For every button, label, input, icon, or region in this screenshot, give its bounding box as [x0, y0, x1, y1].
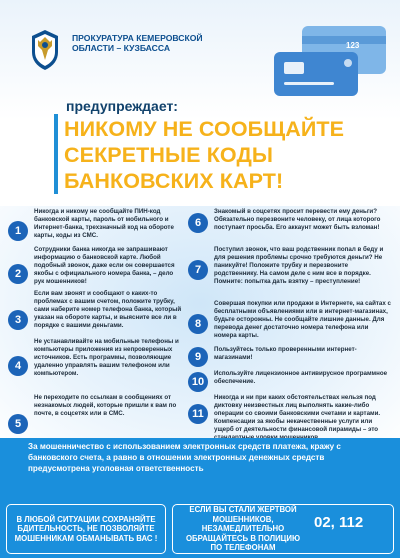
item-number: 10	[188, 372, 208, 392]
item-number: 7	[188, 260, 208, 280]
list-item: Не переходите по ссылкам в сообщениях от незнакомых людей, которые пришли к вам по почте, в соцсетях или в СМС.	[34, 394, 177, 417]
item-number: 11	[188, 404, 208, 424]
list-item: Совершая покупки или продажи в Интернете, на сайтах с бесплатными объявлениями или в интернет-магазинах, будьте осторожны. Не сообщайте лишние данные. Для перевода денег достаточно номера телефона или номера карты.	[214, 300, 391, 339]
emblem-icon	[28, 28, 62, 72]
list-item: Пользуйтесь только проверенными интернет-магазинами!	[214, 346, 357, 361]
organization-name: ПРОКУРАТУРА КЕМЕРОВСКОЙ ОБЛАСТИ – КУЗБАССА	[72, 33, 203, 53]
item-number: 4	[8, 356, 28, 376]
headline-accent-bar	[54, 114, 58, 194]
list-item: Если вам звонят и сообщают о каких-то проблемах с вашим счетом, положите трубку, сами наберите номер телефона банка, который указан на обороте карты, и выясните все ли в порядке с вашими деньгами.	[34, 290, 182, 329]
item-number: 5	[8, 414, 28, 434]
item-number: 3	[8, 310, 28, 330]
list-item: Никогда и никому не сообщайте ПИН-код банковской карты, пароль от мобильного и Интернет-банка, трехзначный код на обороте карты, коды из СМС.	[34, 208, 174, 239]
list-item: Не устанавливайте на мобильные телефоны и компьютеры приложения из непроверенных источников. Есть программы, позволяющие удаленно управлять вашим телефоном или компьютером.	[34, 338, 179, 377]
police-text: ЕСЛИ ВЫ СТАЛИ ЖЕРТВОЙ МОШЕННИКОВ, НЕЗАМЕДЛИТЕЛЬНО ОБРАЩАЙТЕСЬ В ПОЛИЦИЮ ПО ТЕЛЕФОНАМ	[185, 505, 301, 553]
list-item: Используйте лицензионное антивирусное программное обеспечение.	[214, 370, 388, 385]
item-number: 6	[188, 213, 208, 233]
list-item: Никогда и ни при каких обстоятельствах нельзя под диктовку неизвестных лиц выполнять какие-либо операции со своими банковскими счетами и картами. Компенсации за якобы некачественные услуги или ущерб от деятельности финансовой пирамиды – это	[214, 394, 381, 433]
legal-notice: За мошенничество с использованием электронных средств платежа, кражу с банковского счета, а равно в отношении электронных денежных средств предусмотрена уголовная ответственность	[28, 442, 341, 473]
item-number: 9	[188, 347, 208, 367]
bank-card-icon	[262, 8, 392, 98]
vigilance-box: В ЛЮБОЙ СИТУАЦИИ СОХРАНЯЙТЕ БДИТЕЛЬНОСТЬ, НЕ ПОЗВОЛЯЙТЕ МОШЕННИКАМ ОБМАНЫВАТЬ ВАС !	[6, 504, 166, 554]
list-item: Сотрудники банка никогда не запрашивают информацию о банковской карте. Любой подобный звонок, даже если он совершается якобы с официального номера банка, – дело рук мошенников!	[34, 246, 175, 285]
item-number: 8	[188, 314, 208, 334]
warning-intro: предупреждает:	[66, 98, 178, 114]
list-item: Знакомый в соцсетях просит перевести ему деньги? Обязательно перезвоните человеку, от лица которого поступает просьба. Его аккаунт может быть взломан!	[214, 208, 381, 231]
card-number: 123	[346, 41, 360, 50]
list-item: Поступил звонок, что ваш родственник попал в беду и для решения проблемы срочно требуются деньги? Не паникуйте! Положите трубку и перезвоните родственнику. На самом деле с ним все в порядке. Помните: попытка дать взятку – преступление!	[214, 246, 384, 285]
headline: НИКОМУ НЕ СООБЩАЙТЕ СЕКРЕТНЫЕ КОДЫ БАНКОВСКИХ КАРТ!	[64, 117, 345, 193]
police-phones: 02, 112	[314, 514, 364, 531]
item-number: 1	[8, 221, 28, 241]
item-number: 2	[8, 264, 28, 284]
